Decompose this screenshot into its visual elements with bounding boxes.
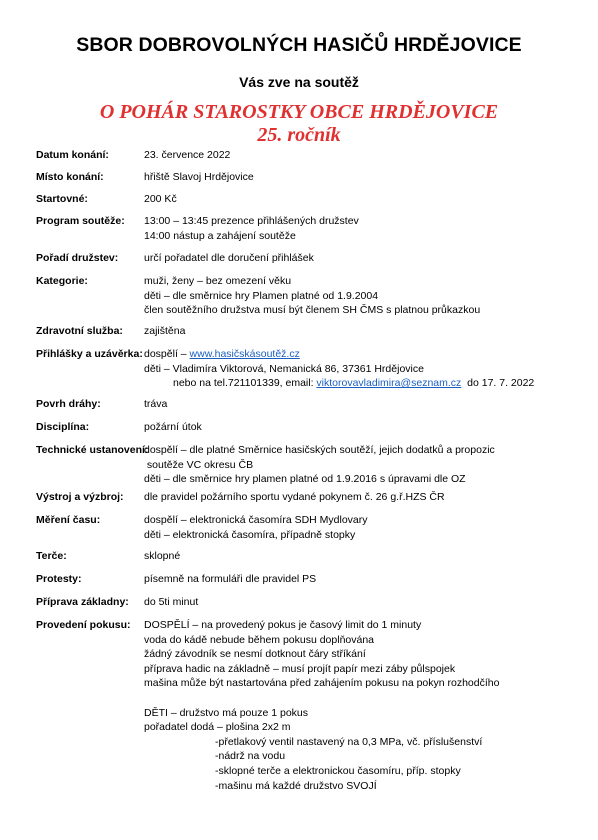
value-povrch xyxy=(144,397,167,412)
label-protesty: Protesty: xyxy=(36,573,82,585)
label-povrch: Povrh dráhy: xyxy=(36,398,101,410)
provedeni-line-3: žádný závodník se nesmí dotknout čáry stříkání xyxy=(144,648,366,661)
prihlasky-phone-text: nebo na tel.721101339, email: xyxy=(173,377,317,390)
provedeni-line-5: mašina může být nastartována před zahájením pokusu na pokyn rozhodčího xyxy=(144,677,500,690)
provedeni-line-2: voda do kádě nebude během pokusu doplňována xyxy=(144,633,375,646)
technicke-line-1: dospělí – dle platné Směrnice hasičských soutěží, jejich dodatků a propozic xyxy=(144,444,495,456)
datum-line: 23. července 2022 xyxy=(144,149,231,161)
label-startovne: Startovné: xyxy=(36,193,88,205)
program-line-2: 14:00 nástup a zahájení soutěže xyxy=(144,229,296,242)
provedeni-blank-line xyxy=(144,691,499,706)
value-startovne xyxy=(144,192,177,207)
label-datum: Datum konání: xyxy=(36,149,109,161)
label-vystroj: Výstroj a výzbroj: xyxy=(36,491,124,503)
label-terce: Terče: xyxy=(36,550,67,562)
label-priprava: Příprava základny: xyxy=(36,596,129,608)
poradi-line: určí pořadatel dle doručení přihlášek xyxy=(144,252,314,264)
mereni-line-2: děti – elektronická časomíra, případně stopky xyxy=(144,528,356,541)
technicke-line-2: soutěže VC okresu ČB xyxy=(144,458,254,471)
kategorie-line-1: muži, ženy – bez omezení věku xyxy=(144,275,292,287)
misto-line: hřiště Slavoj Hrdějovice xyxy=(144,171,254,183)
provedeni-sub-line-2: -nádrž na vodu xyxy=(215,750,286,763)
label-poradi: Pořadí družstev: xyxy=(36,252,119,264)
label-program: Program soutěže: xyxy=(36,215,125,227)
value-kategorie xyxy=(144,274,480,318)
value-vystroj xyxy=(144,490,445,505)
value-datum xyxy=(144,148,230,163)
disciplina-line: požární útok xyxy=(144,421,202,433)
value-technicke xyxy=(144,443,495,487)
label-misto: Místo konání: xyxy=(36,171,104,183)
program-line-1: 13:00 – 13:45 prezence přihlášených družstev xyxy=(144,215,359,227)
label-zdravotni: Zdravotní služba: xyxy=(36,325,123,337)
value-zdravotni xyxy=(144,324,185,339)
value-protesty xyxy=(144,572,316,587)
value-terce xyxy=(144,549,180,564)
label-disciplina: Disciplína: xyxy=(36,421,90,433)
label-kategorie: Kategorie: xyxy=(36,275,88,287)
provedeni-sub-line-3: -sklopné terče a elektronickou časomíru, příp. stopky xyxy=(215,764,461,777)
zdravotni-line: zajištěna xyxy=(144,325,186,337)
value-prihlasky xyxy=(144,347,534,391)
prihlasky-line-1 xyxy=(144,347,534,362)
org-title: SBOR DOBROVOLNÝCH HASIČŮ HRDĚJOVICE xyxy=(76,34,522,56)
competition-edition: 25. ročník xyxy=(257,124,341,146)
provedeni-sub-line-1: -přetlakový ventil nastavený na 0,3 MPa, vč. příslušenství xyxy=(215,735,483,748)
provedeni-line-1: DOSPĚLÍ – na provedený pokus je časový limit do 1 minuty xyxy=(144,619,422,631)
priprava-line: do 5ti minut xyxy=(144,596,199,608)
kategorie-line-3: člen soutěžního družstva musí být členem SH ČMS s platnou průkazkou xyxy=(144,304,481,317)
provedeni-line-4: příprava hadic na základně – musí projít papír mezi záby půlspojek xyxy=(144,662,456,675)
value-disciplina xyxy=(144,420,202,435)
provedeni-line-deti: DĚTI – družstvo má pouze 1 pokus xyxy=(144,706,308,719)
value-program xyxy=(144,214,359,243)
prihlasky-line-2: děti – Vladimíra Viktorová, Nemanická 86, 37361 Hrdějovice xyxy=(144,362,424,375)
technicke-line-3: děti – dle směrnice hry plamen platné od 1.9.2016 s úpravami dle OZ xyxy=(144,473,466,486)
invite-line: Vás zve na soutěž xyxy=(239,74,359,90)
competition-name: O POHÁR STAROSTKY OBCE HRDĚJOVICE xyxy=(99,101,499,123)
prihlasky-line-3 xyxy=(144,376,534,391)
registration-email-link[interactable]: viktorovavladimira@seznam.cz xyxy=(316,377,462,390)
provedeni-sub-line-4: -mašinu má každé družstvo SVOJÍ xyxy=(215,779,377,792)
value-misto xyxy=(144,170,254,185)
provedeni-line-poradatel: pořadatel dodá – plošina 2x2 m xyxy=(144,721,291,734)
value-priprava xyxy=(144,595,198,610)
label-mereni: Měření času: xyxy=(36,514,101,526)
vystroj-line: dle pravidel požárního sportu vydané pokynem č. 26 g.ř.HZS ČR xyxy=(144,491,445,503)
mereni-line-1: dospělí – elektronická časomíra SDH Mydlovary xyxy=(144,514,368,526)
label-technicke: Technické ustanovení: xyxy=(36,444,149,456)
registration-website-link[interactable]: www.hasičskásoutěž.cz xyxy=(189,348,300,360)
terce-line: sklopné xyxy=(144,550,181,562)
kategorie-line-2: děti – dle směrnice hry Plamen platné od 1.9.2004 xyxy=(144,289,379,302)
protesty-line: písemně na formuláři dle pravidel PS xyxy=(144,573,317,585)
value-mereni xyxy=(144,513,368,542)
label-prihlasky: Přihlášky a uzávěrka: xyxy=(36,348,143,360)
label-provedeni: Provedení pokusu: xyxy=(36,619,131,631)
prihlasky-deadline: do 17. 7. 2022 xyxy=(461,377,535,390)
value-provedeni xyxy=(144,618,499,793)
startovne-line: 200 Kč xyxy=(144,193,177,205)
povrch-line: tráva xyxy=(144,398,168,410)
value-poradi xyxy=(144,251,314,266)
competition-title xyxy=(0,101,598,147)
prihlasky-adults-prefix: dospělí – xyxy=(144,348,190,360)
